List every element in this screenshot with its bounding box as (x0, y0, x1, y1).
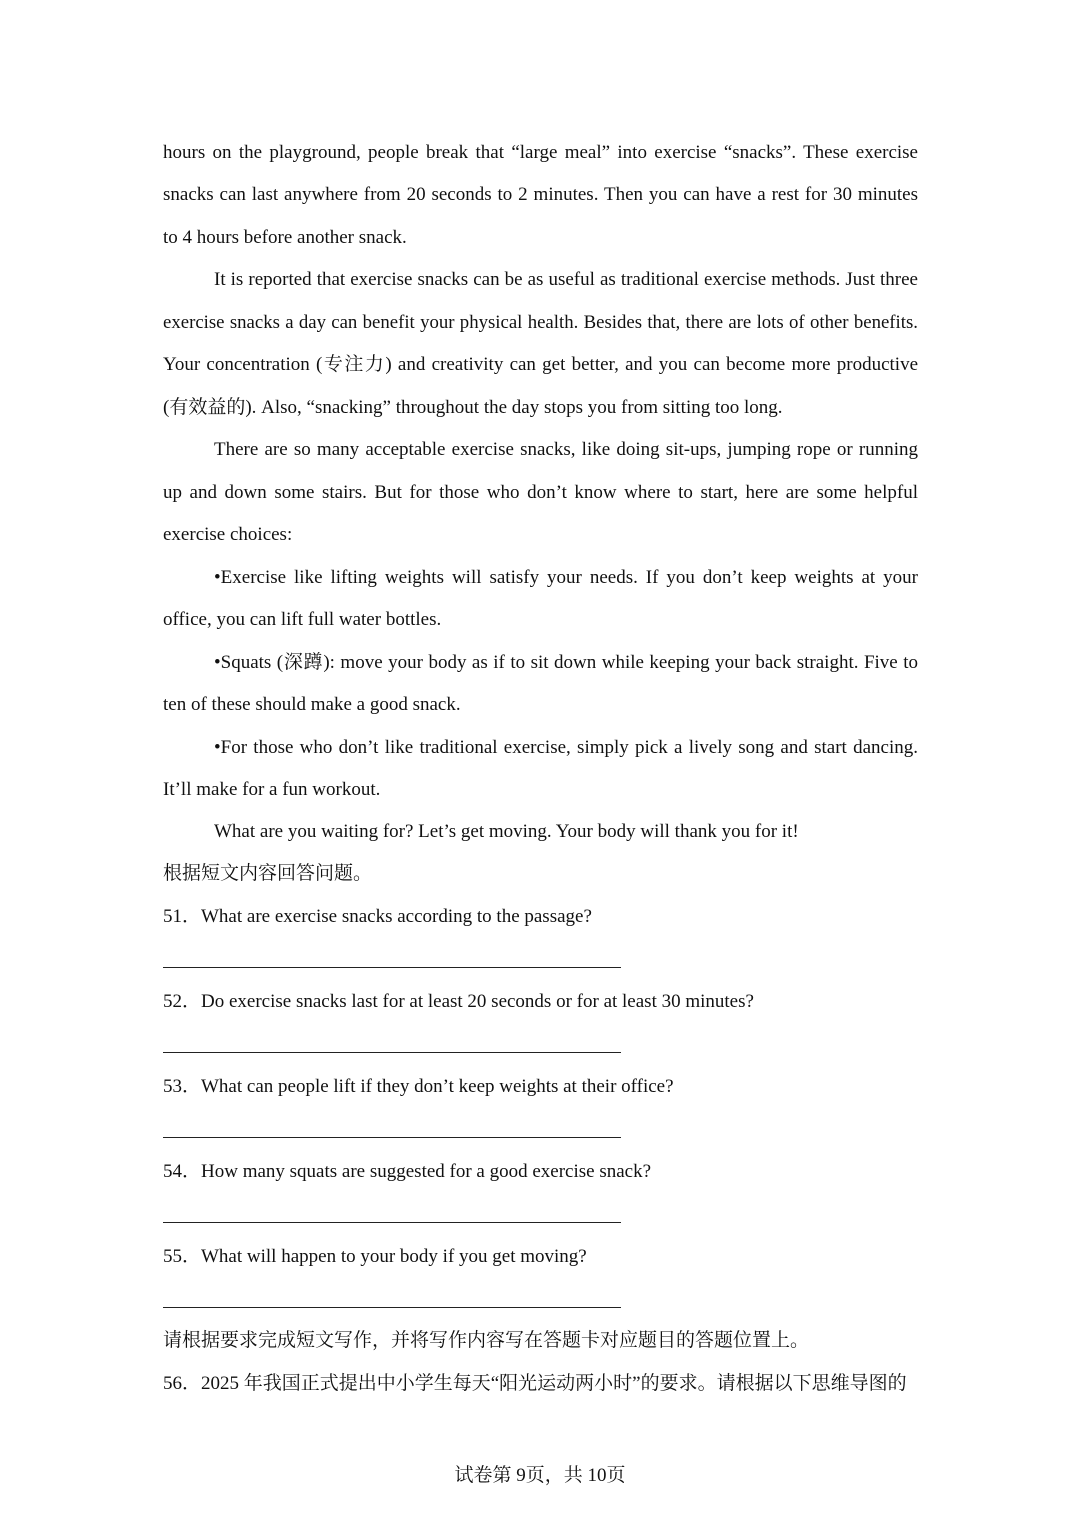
page-footer: 试卷第 9页，共 10页 (454, 1465, 626, 1486)
passage-line: •For those who don’t like traditional exercise, simply pick a lively song and start dancing. (214, 737, 918, 758)
passage-line: snacks can last anywhere from 20 seconds to 2 minutes. Then you can have a rest for 30 minutes (163, 184, 918, 205)
answer-line-53[interactable] (163, 1137, 621, 1138)
passage-line: exercise choices: (163, 524, 293, 545)
question-52: 52．Do exercise snacks last for at least 20 seconds or for at least 30 minutes? (163, 991, 754, 1012)
qa-instruction: 根据短文内容回答问题。 (163, 863, 373, 884)
passage-line: Your concentration (专注力) and creativity can get better, and you can become more productive (163, 354, 918, 375)
passage-line: (有效益的). Also, “snacking” throughout the day stops you from sitting too long. (163, 397, 783, 418)
answer-line-52[interactable] (163, 1052, 621, 1053)
question-53: 53．What can people lift if they don’t keep weights at their office? (163, 1076, 674, 1097)
writing-instruction: 请根据要求完成短文写作，并将写作内容写在答题卡对应题目的答题位置上。 (163, 1330, 810, 1351)
passage-line: up and down some stairs. But for those who don’t know where to start, here are some helpful (163, 482, 918, 503)
passage-line: to 4 hours before another snack. (163, 227, 407, 248)
answer-line-51[interactable] (163, 967, 621, 968)
passage-line: What are you waiting for? Let’s get moving. Your body will thank you for it! (214, 821, 799, 842)
question-51: 51．What are exercise snacks according to the passage? (163, 906, 592, 927)
passage-line: office, you can lift full water bottles. (163, 609, 442, 630)
passage-line: It is reported that exercise snacks can be as useful as traditional exercise methods. Just three (214, 269, 918, 290)
passage-line: exercise snacks a day can benefit your physical health. Besides that, there are lots of other benefits. (163, 312, 918, 333)
passage-line: hours on the playground, people break that “large meal” into exercise “snacks”. These exercise (163, 142, 918, 163)
passage-line: •Exercise like lifting weights will satisfy your needs. If you don’t keep weights at your (214, 567, 918, 588)
question-54: 54．How many squats are suggested for a good exercise snack? (163, 1161, 652, 1182)
passage-line: It’ll make for a fun workout. (163, 779, 381, 800)
passage-line: ten of these should make a good snack. (163, 694, 461, 715)
question-56: 56．2025 年我国正式提出中小学生每天“阳光运动两小时”的要求。请根据以下思维导图的 (163, 1373, 907, 1394)
passage-line: There are so many acceptable exercise snacks, like doing sit-ups, jumping rope or running (214, 439, 918, 460)
answer-line-55[interactable] (163, 1307, 621, 1308)
answer-line-54[interactable] (163, 1222, 621, 1223)
question-55: 55．What will happen to your body if you get moving? (163, 1246, 587, 1267)
passage-line: •Squats (深蹲): move your body as if to sit down while keeping your back straight. Five to (214, 652, 918, 673)
